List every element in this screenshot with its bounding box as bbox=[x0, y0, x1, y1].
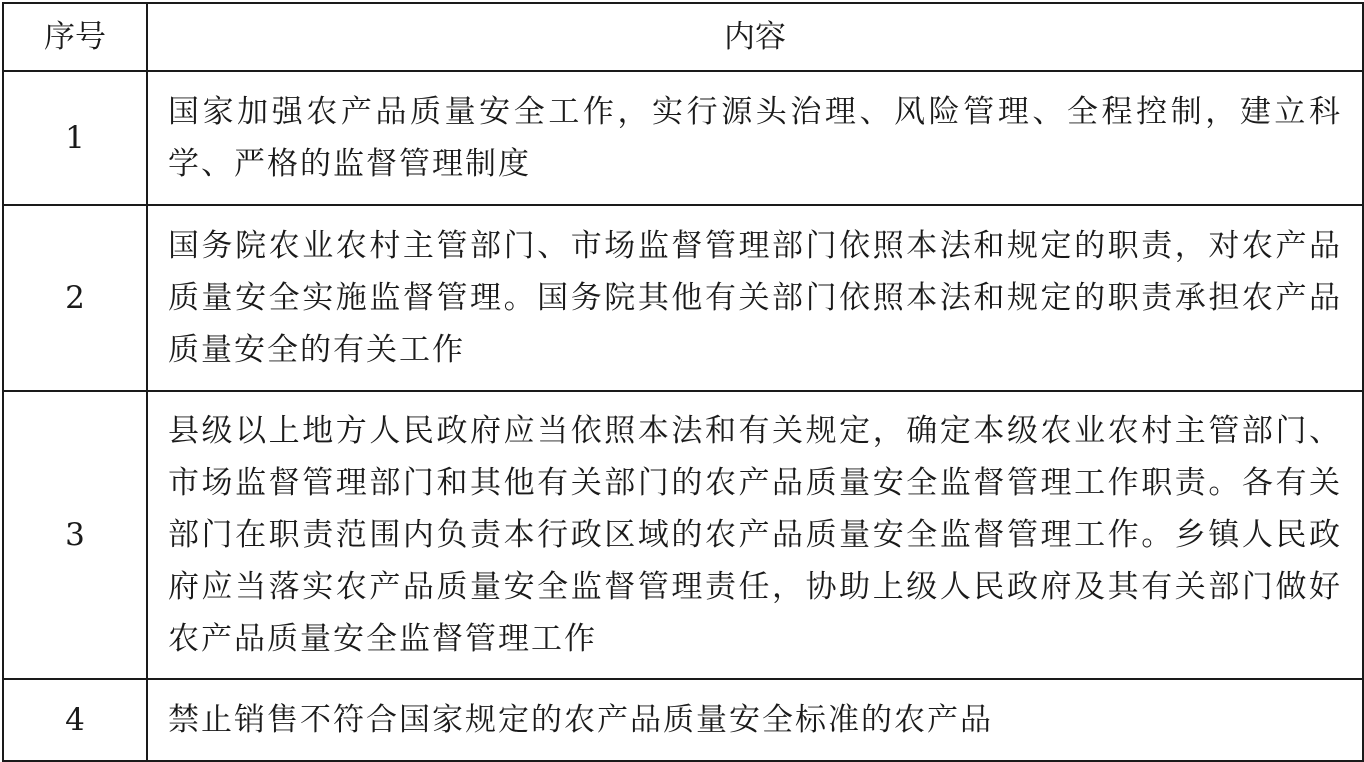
row-index: 4 bbox=[3, 679, 147, 761]
header-index: 序号 bbox=[3, 3, 147, 71]
row-index: 2 bbox=[3, 205, 147, 391]
row-content: 国家加强农产品质量安全工作，实行源头治理、风险管理、全程控制，建立科学、严格的监督管理制度 bbox=[147, 71, 1363, 205]
header-content: 内容 bbox=[147, 3, 1363, 71]
table-row bbox=[3, 679, 1363, 761]
row-content: 县级以上地方人民政府应当依照本法和有关规定，确定本级农业农村主管部门、市场监督管理部门和其他有关部门的农产品质量安全监督管理工作职责。各有关部门在职责范围内负责本行政区域的农产品质量安全监督管理工作。乡镇人民政府应当落实农产品质量安全监督管理责任，协助上级人民政府及其有关部门做好农产品质量安全监督管理工作 bbox=[147, 391, 1363, 679]
regulation-table bbox=[2, 2, 1364, 762]
row-index: 3 bbox=[3, 391, 147, 679]
table-row bbox=[3, 71, 1363, 205]
table-row bbox=[3, 391, 1363, 679]
table-row bbox=[3, 205, 1363, 391]
row-content: 国务院农业农村主管部门、市场监督管理部门依照本法和规定的职责，对农产品质量安全实施监督管理。国务院其他有关部门依照本法和规定的职责承担农产品质量安全的有关工作 bbox=[147, 205, 1363, 391]
table-header-row bbox=[3, 3, 1363, 71]
row-content: 禁止销售不符合国家规定的农产品质量安全标准的农产品 bbox=[147, 679, 1363, 761]
row-index: 1 bbox=[3, 71, 147, 205]
